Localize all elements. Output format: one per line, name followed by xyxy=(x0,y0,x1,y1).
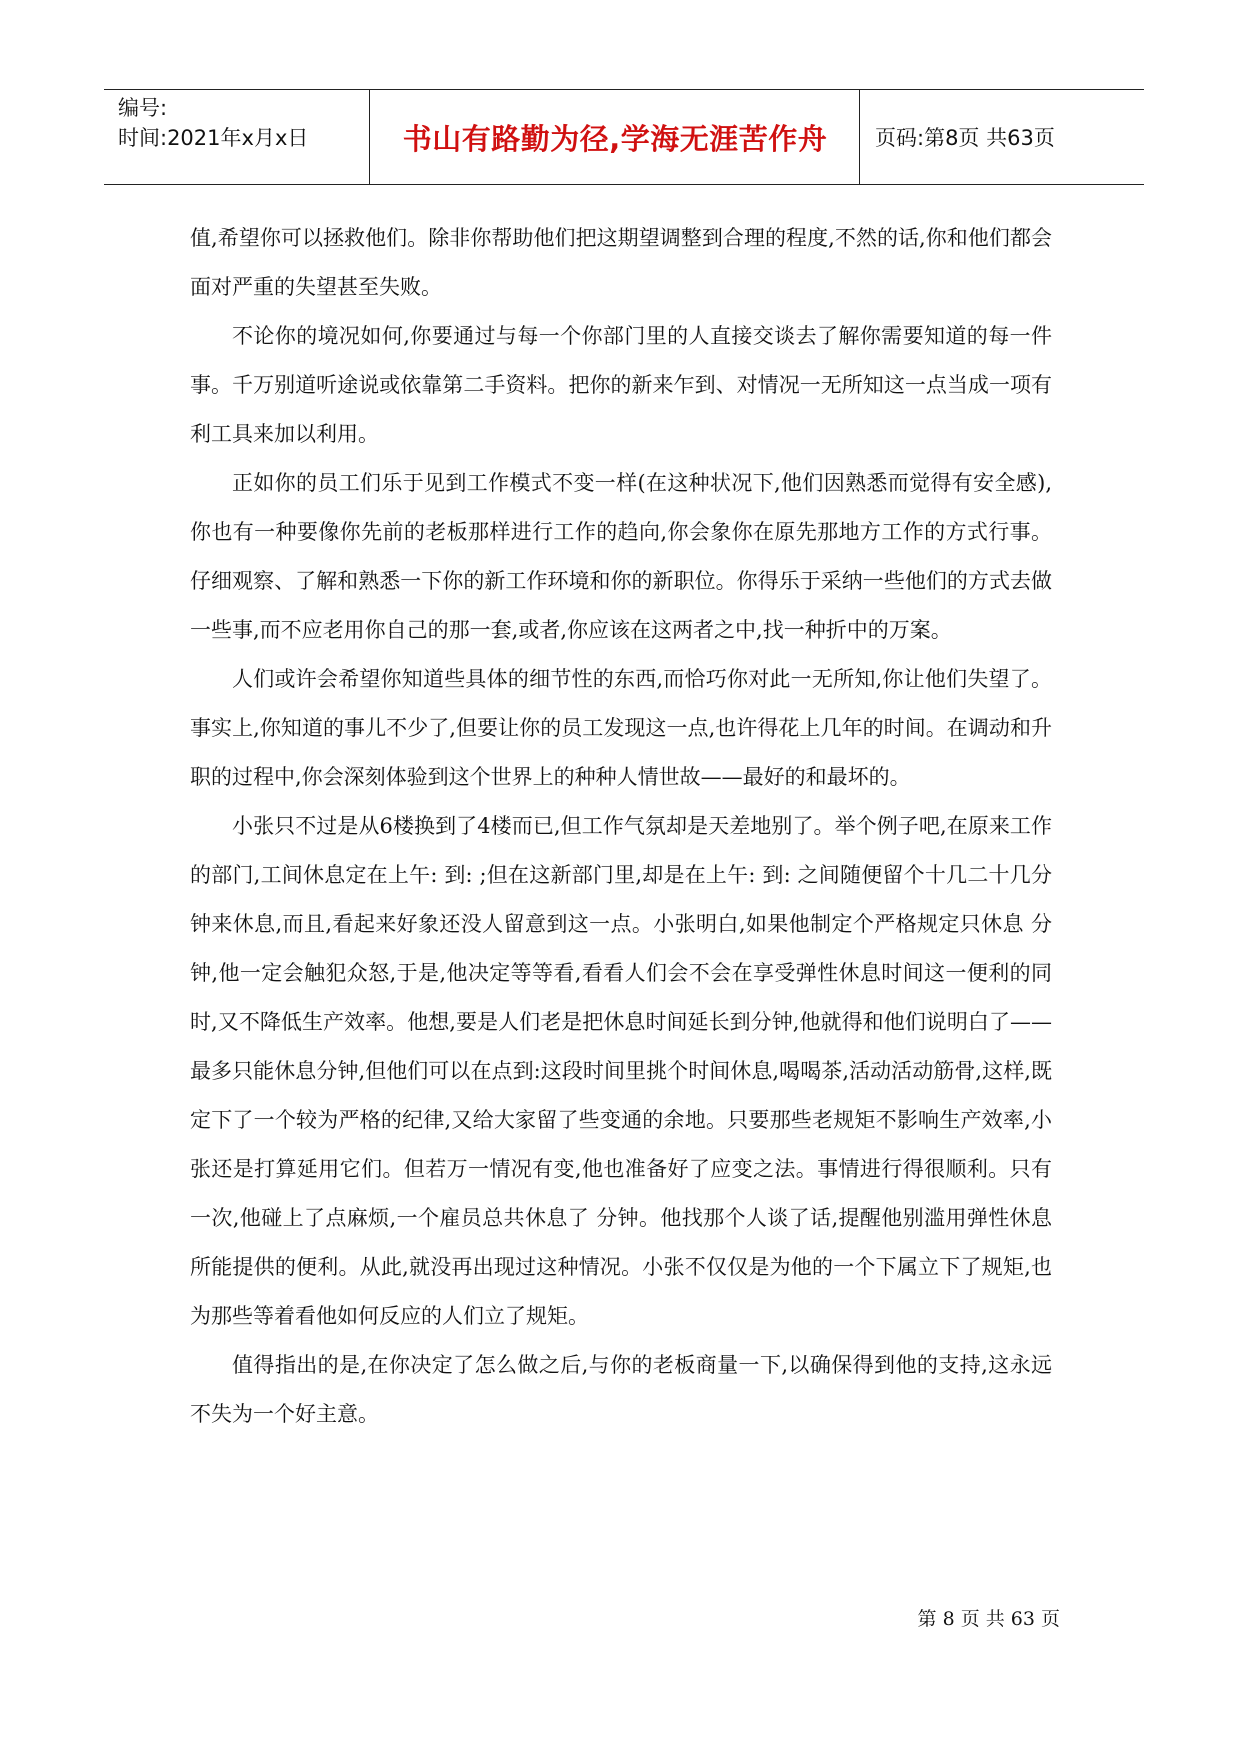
header-number-label: 编号: xyxy=(118,96,168,120)
document-body xyxy=(190,214,1052,1439)
paragraph-5: 小张只不过是从6楼换到了4楼而已,但工作气氛却是天差地别了。举个例子吧,在原来工作的部门,工间休息定在上午: 到: ;但在这新部门里,却是在上午: 到: 之间随便留个十几二十几分钟来休息,而且,看起来好象还没人留意到这一点。小张明白,如果他制定个严格规定只休息 分钟,他一定会触犯众怒,于是,他决定等等看,看看人们会不会在享受弹性休息时间这一便利的同时,又不降低生产效率。他想,要是人们老是把休息时间延长到分钟,他就得和他们说明白了——最多只能休息分钟,但他们可以在点到:这段时间里挑个时间休息,喝喝茶,活动活动筋骨,这样,既定下了一个较为严格的纪律,又给大家留了些变通的余地。只要那些老规矩不影响生产效率,小张还是打算延用它们。但若万一情况有变,他也准备好了应变之法。事情进行得很顺利。只有一次,他碰上了点麻烦,一个雇员总共休息了 分钟。他找那个人谈了话,提醒他别滥用弹性休息所能提供的便利。从此,就没再出现过这种情况。小张不仅仅是为他的一个下属立下了规矩,也为那些等着看他如何反应的人们立了规矩。 xyxy=(190,814,1052,1328)
page-header xyxy=(104,89,1144,185)
header-divider-right xyxy=(859,90,860,184)
paragraph-1: 值,希望你可以拯救他们。除非你帮助他们把这期望调整到合理的程度,不然的话,你和他们都会面对严重的失望甚至失败。 xyxy=(190,226,1052,299)
paragraph-4: 人们或许会希望你知道些具体的细节性的东西,而恰巧你对此一无所知,你让他们失望了。事实上,你知道的事儿不少了,但要让你的员工发现这一点,也许得花上几年的时间。在调动和升职的过程中,你会深刻体验到这个世界上的种种人情世故——最好的和最坏的。 xyxy=(190,667,1052,789)
header-time-label: 时间:2021年x月x日 xyxy=(118,126,309,150)
header-meta xyxy=(118,90,368,184)
header-slogan: 书山有路勤为径,学海无涯苦作舟 xyxy=(402,121,828,156)
paragraph-3: 正如你的员工们乐于见到工作模式不变一样(在这种状况下,他们因熟悉而觉得有安全感),你也有一种要像你先前的老板那样进行工作的趋向,你会象你在原先那地方工作的方式行事。仔细观察、了解和熟悉一下你的新工作环境和你的新职位。你得乐于采纳一些他们的方式去做一些事,而不应老用你自己的那一套,或者,你应该在这两者之中,找一种折中的万案。 xyxy=(190,471,1052,642)
header-page-code: 页码:第8页 共63页 xyxy=(875,126,1055,150)
paragraph-6: 值得指出的是,在你决定了怎么做之后,与你的老板商量一下,以确保得到他的支持,这永远不失为一个好主意。 xyxy=(190,1353,1052,1426)
header-divider-left xyxy=(369,90,370,184)
paragraph-2: 不论你的境况如何,你要通过与每一个你部门里的人直接交谈去了解你需要知道的每一件事。千万别道听途说或依靠第二手资料。把你的新来乍到、对情况一无所知这一点当成一项有利工具来加以利用。 xyxy=(190,324,1052,446)
page-footer: 第 8 页 共 63 页 xyxy=(917,1608,1060,1630)
